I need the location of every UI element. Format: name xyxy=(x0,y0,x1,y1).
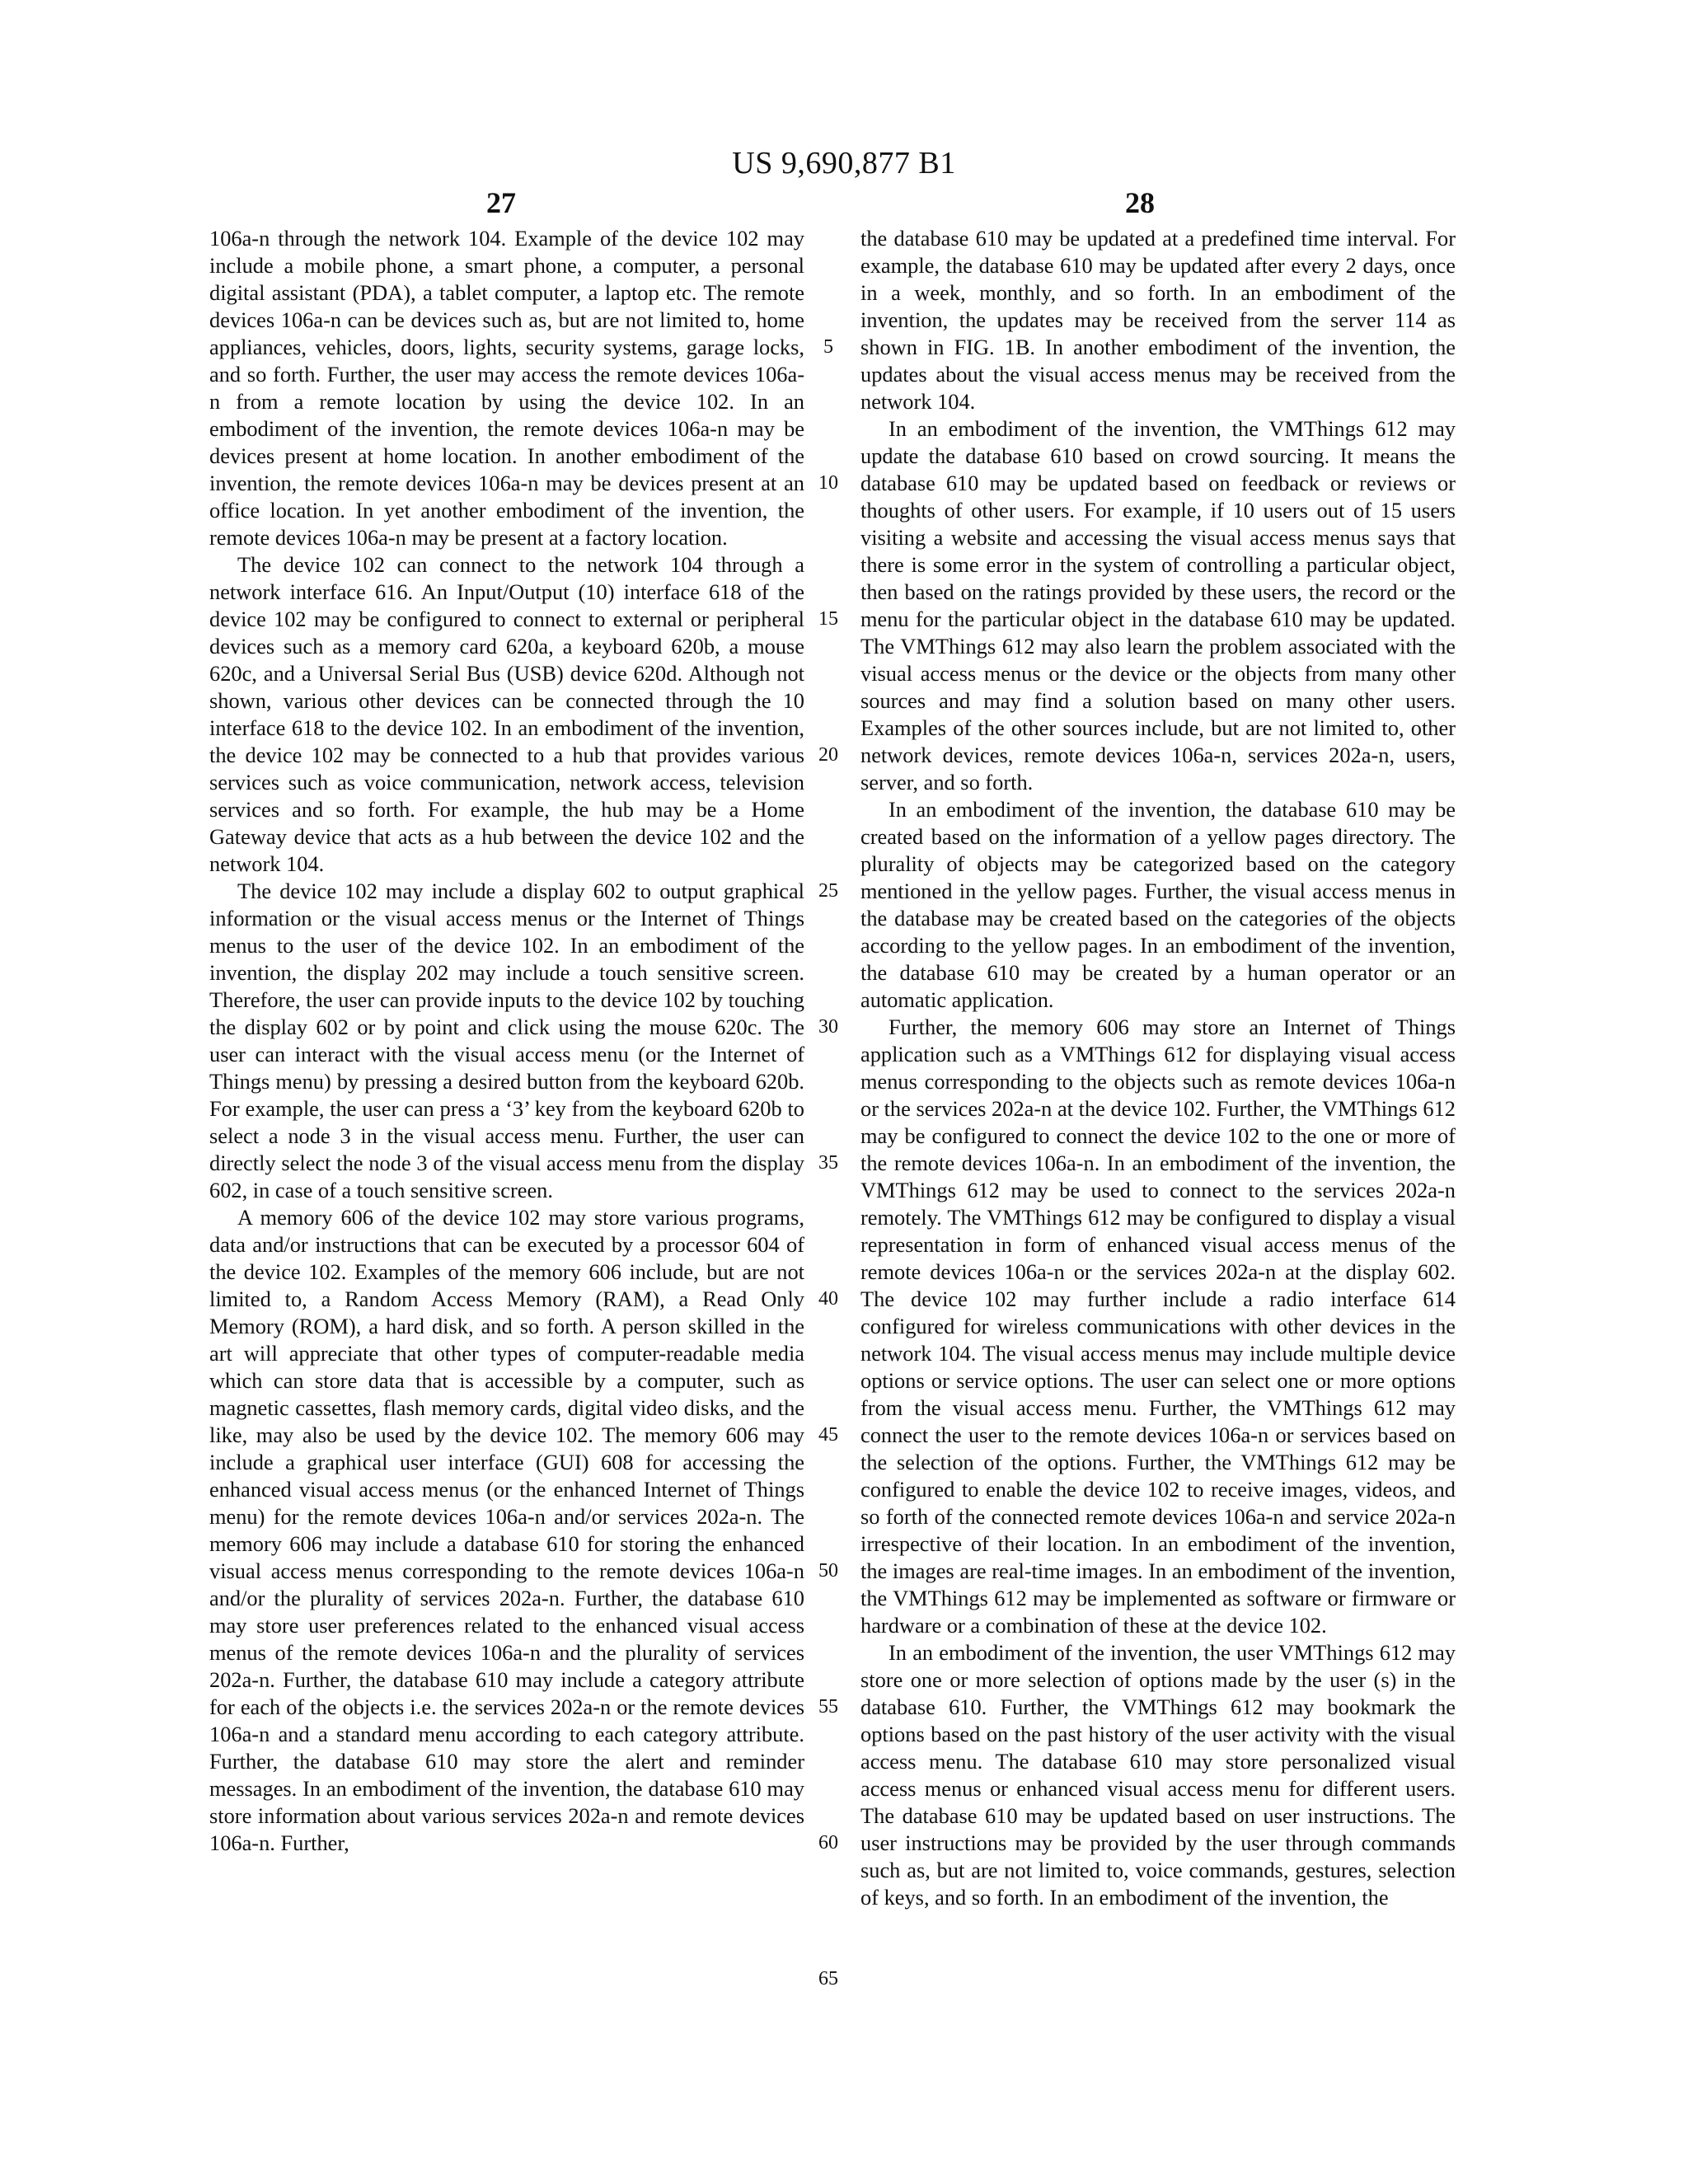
paragraph: the database 610 may be updated at a predefined time interval. For example, the database 610 may be updated after every 2 days, once in a week, monthly, and so forth. In an embodiment of the invention, the updates may be received from the server 114 as shown in FIG. 1B. In another embodiment of the invention, the updates about the visual access menus may be received from the network 104. xyxy=(860,226,1456,414)
margin-line-number: 50 xyxy=(818,1560,838,1582)
margin-line-number: 15 xyxy=(818,608,838,630)
margin-line-number: 5 xyxy=(823,336,833,358)
page-number-left: 27 xyxy=(486,186,516,219)
left-column xyxy=(209,225,804,1857)
paragraph: A memory 606 of the device 102 may store various programs, data and/or instructions that can be executed by a processor 604 of the device 102. Examples of the memory 606 include, but are not limited to, a Random Access Memory (RAM), a Read Only Memory (ROM), a hard disk, and so forth. A person skilled in the art will appreciate that other types of computer-readable media which can store data that is accessible by a computer, such as magnetic cassettes, flash memory cards, digital video disks, and the like, may also be used by the device 102. The memory 606 may include a graphical user interface (GUI) 608 for accessing the enhanced visual access menus (or the enhanced Internet of Things menu) for the remote devices 106a-n and/or services 202a-n. The memory 606 may include a database 610 for storing the enhanced visual access menus corresponding to the remote devices 106a-n and/or the plurality of services 202a-n. Further, the database 610 may store user preferences related to the enhanced visual access menus of the remote devices 106a-n and the plurality of services 202a-n. Further, the database 610 may include a category attribute for each of the objects i.e. the services 202a-n or the remote devices 106a-n and a standard menu according to each category attribute. Further, the database 610 may store the alert and reminder messages. In an embodiment of the invention, the database 610 may store information about various services 202a-n and remote devices 106a-n. Further, xyxy=(209,1205,804,1855)
margin-line-number: 40 xyxy=(818,1288,838,1310)
paragraph: 106a-n through the network 104. Example of the device 102 may include a mobile phone, a smart phone, a computer, a personal digital assistant (PDA), a tablet computer, a laptop etc. The remote devices 106a-n can be devices such as, but are not limited to, home appliances, vehicles, doors, lights, security systems, garage locks, and so forth. Further, the user may access the remote devices 106a-n from a remote location by using the device 102. In an embodiment of the invention, the remote devices 106a-n may be devices present at home location. In another embodiment of the invention, the remote devices 106a-n may be devices present at an office location. In yet another embodiment of the invention, the remote devices 106a-n may be present at a factory location. xyxy=(209,226,804,550)
paragraph: The device 102 may include a display 602 to output graphical information or the visual access menus or the Internet of Things menus to the user of the device 102. In an embodiment of the invention, the display 202 may include a touch sensitive screen. Therefore, the user can provide inputs to the device 102 by touching the display 602 or by point and click using the mouse 620c. The user can interact with the visual access menu (or the Internet of Things menu) by pressing a desired button from the keyboard 620b. For example, the user can press a ‘3’ key from the keyboard 620b to select a node 3 in the visual access menu. Further, the user can directly select the node 3 of the visual access menu from the display 602, in case of a touch sensitive screen. xyxy=(209,879,804,1202)
paragraph: Further, the memory 606 may store an Internet of Things application such as a VMThings 612 for displaying visual access menus corresponding to the objects such as remote devices 106a-n or the services 202a-n at the device 102. Further, the VMThings 612 may be configured to connect the device 102 to the one or more of the remote devices 106a-n. In an embodiment of the invention, the VMThings 612 may be used to connect to the services 202a-n remotely. The VMThings 612 may be configured to display a visual representation in form of enhanced visual access menus of the remote devices 106a-n or the services 202a-n at the display 602. The device 102 may further include a radio interface 614 configured for wireless communications with other devices in the network 104. The visual access menus may include multiple device options or service options. The user can select one or more options from the visual access menu. Further, the VMThings 612 may connect the user to the remote devices 106a-n or services based on the selection of the options. Further, the VMThings 612 may be configured to enable the device 102 to receive images, videos, and so forth of the connected remote devices 106a-n and service 202a-n irrespective of their location. In an embodiment of the invention, the images are real-time images. In an embodiment of the invention, the VMThings 612 may be implemented as software or firmware or hardware or a combination of these at the device 102. xyxy=(860,1015,1456,1638)
paragraph: The device 102 can connect to the network 104 through a network interface 616. An Input/Output (10) interface 618 of the device 102 may be configured to connect to external or peripheral devices such as a memory card 620a, a keyboard 620b, a mouse 620c, and a Universal Serial Bus (USB) device 620d. Although not shown, various other devices can be connected through the 10 interface 618 to the device 102. In an embodiment of the invention, the device 102 may be connected to a hub that provides various services such as voice communication, network access, television services and so forth. For example, the hub may be a Home Gateway device that acts as a hub between the device 102 and the network 104. xyxy=(209,552,804,876)
margin-line-number: 25 xyxy=(818,880,838,902)
margin-line-number: 55 xyxy=(818,1696,838,1718)
patent-number: US 9,690,877 B1 xyxy=(732,146,956,180)
margin-line-number: 10 xyxy=(818,472,838,494)
margin-line-number: 30 xyxy=(818,1016,838,1038)
margin-line-number: 20 xyxy=(818,744,838,766)
paragraph: In an embodiment of the invention, the database 610 may be created based on the information of a yellow pages directory. The plurality of objects may be categorized based on the category mentioned in the yellow pages. Further, the visual access menus in the database may be created based on the categories of the objects according to the yellow pages. In an embodiment of the invention, the database 610 may be created by a human operator or an automatic application. xyxy=(860,797,1456,1012)
margin-line-number: 60 xyxy=(818,1832,838,1854)
right-column xyxy=(860,225,1456,1911)
margin-line-number: 65 xyxy=(818,1968,838,1990)
margin-line-number: 45 xyxy=(818,1424,838,1446)
page-number-right: 28 xyxy=(1125,186,1155,219)
paragraph: In an embodiment of the invention, the VMThings 612 may update the database 610 based on crowd sourcing. It means the database 610 may be updated based on feedback or reviews or thoughts of other users. For example, if 10 users out of 15 users visiting a website and accessing the visual access menus says that there is some error in the system of controlling a particular object, then based on the ratings provided by these users, the record or the menu for the particular object in the database 610 may be updated. The VMThings 612 may also learn the problem associated with the visual access menus or the device or the objects from many other sources and may find a solution based on many other users. Examples of the other sources include, but are not limited to, other network devices, remote devices 106a-n, services 202a-n, users, server, and so forth. xyxy=(860,416,1456,794)
margin-line-number: 35 xyxy=(818,1152,838,1174)
paragraph: In an embodiment of the invention, the user VMThings 612 may store one or more selection of options made by the user (s) in the database 610. Further, the VMThings 612 may bookmark the options based on the past history of the user activity with the visual access menu. The database 610 may store personalized visual access menus or enhanced visual access menu for different users. The database 610 may be updated based on user instructions. The user instructions may be provided by the user through commands such as, but are not limited to, voice commands, gestures, selection of keys, and so forth. In an embodiment of the invention, the xyxy=(860,1640,1456,1910)
